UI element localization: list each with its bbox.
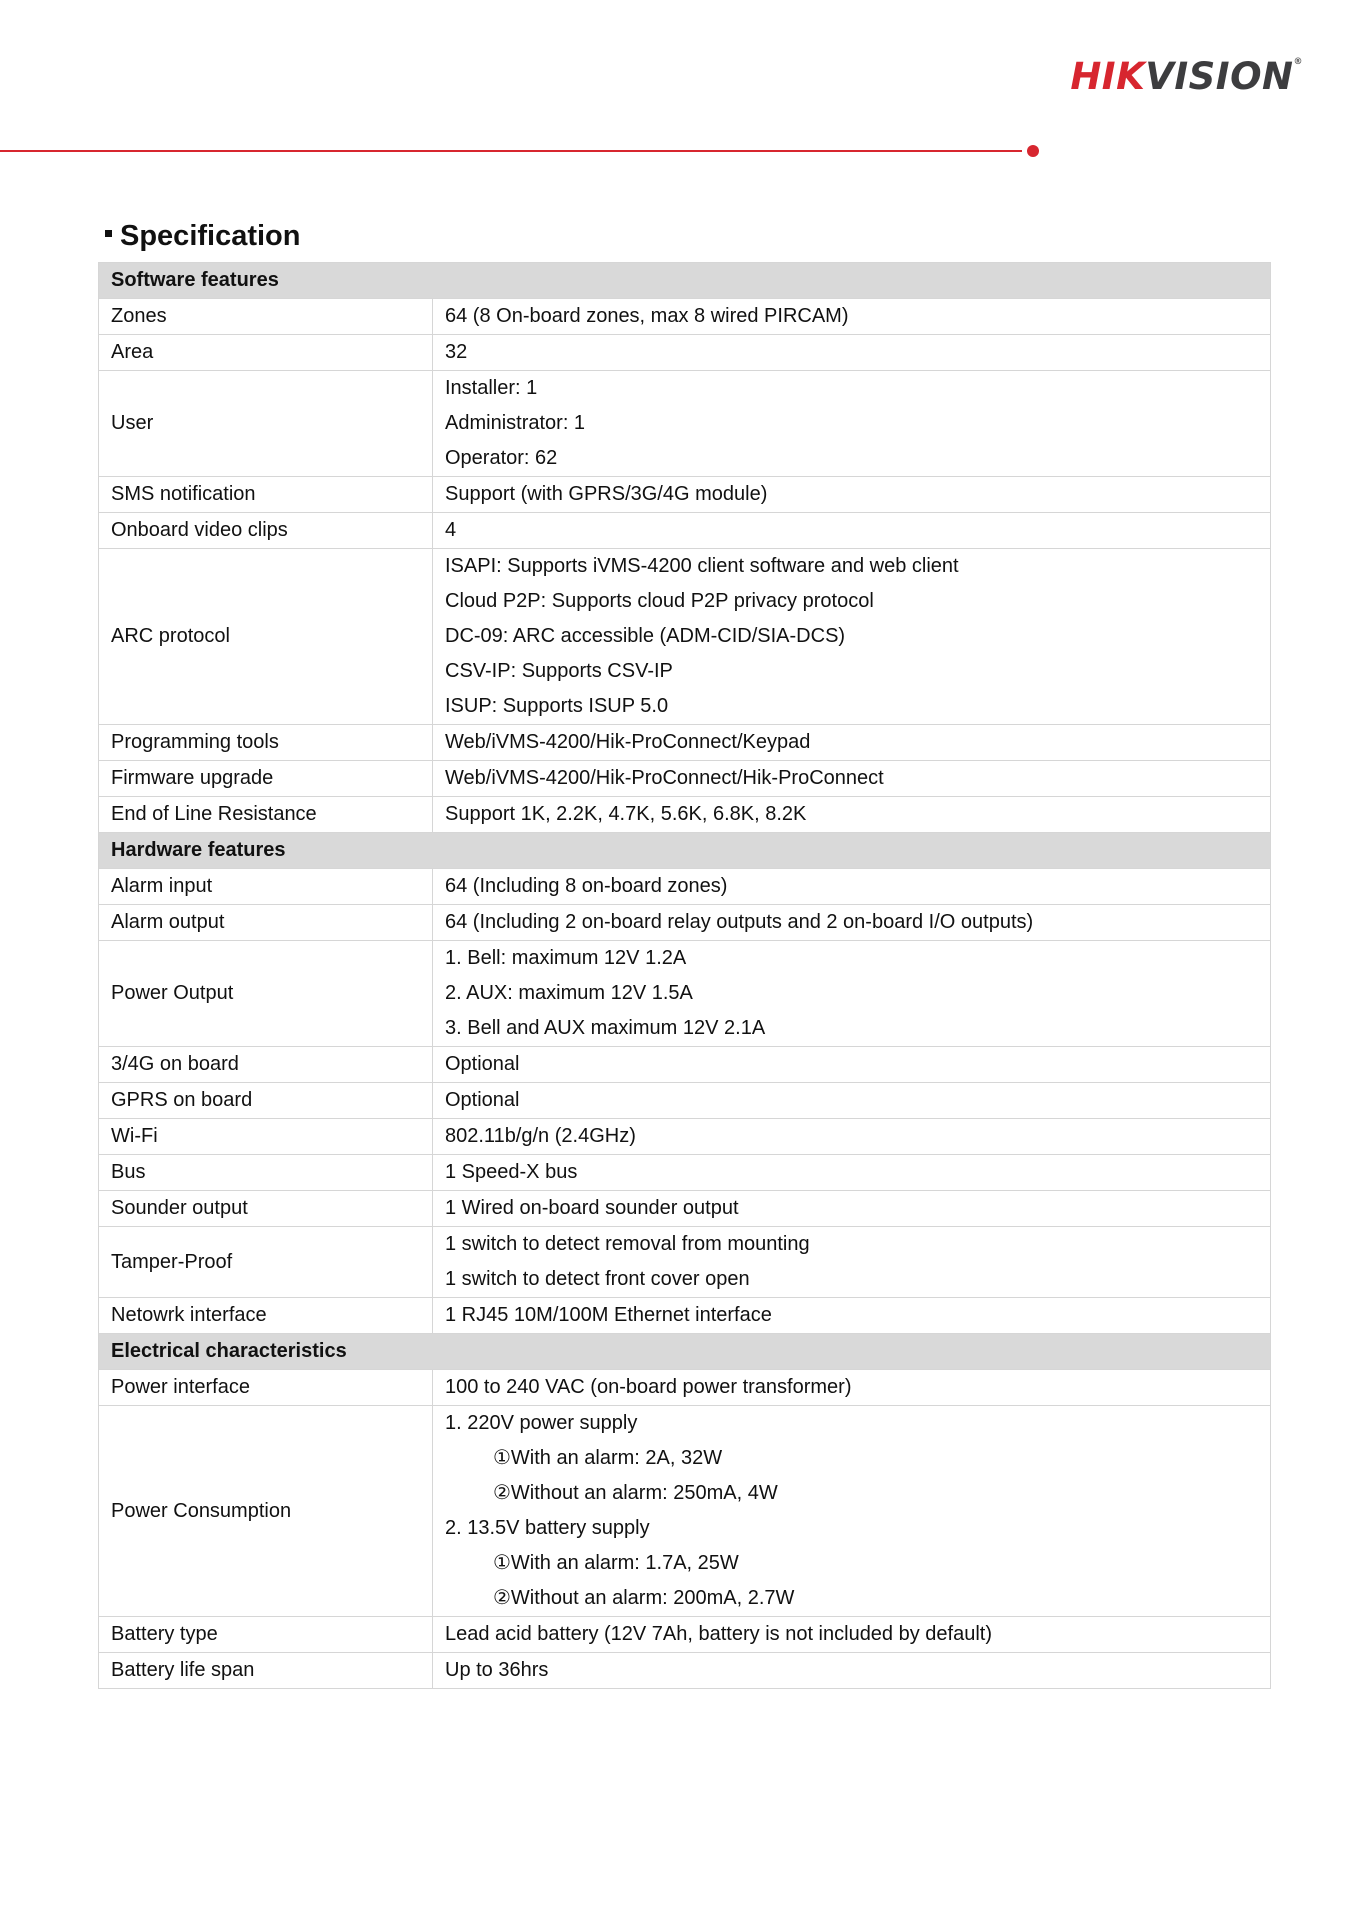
table-row — [99, 477, 1271, 513]
group-header: Hardware features — [99, 833, 1271, 869]
table-row — [99, 725, 1271, 761]
spec-value-line: 64 (Including 2 on-board relay outputs and 2 on-board I/O outputs) — [445, 911, 1034, 933]
spec-value-line: Operator: 62 — [445, 447, 558, 469]
spec-label: Bus — [99, 1155, 433, 1191]
hikvision-logo — [1070, 55, 1303, 98]
spec-label: Sounder output — [99, 1191, 433, 1227]
spec-value — [433, 869, 1271, 905]
spec-value-line: Web/iVMS-4200/Hik-ProConnect/Keypad — [445, 731, 811, 753]
spec-value — [433, 941, 1271, 1047]
spec-value-line: ISAPI: Supports iVMS-4200 client software and web client — [445, 555, 959, 577]
spec-label: Power interface — [99, 1370, 433, 1406]
section-title-text: Specification — [120, 220, 301, 252]
spec-value — [433, 1370, 1271, 1406]
spec-value — [433, 477, 1271, 513]
table-row — [99, 1191, 1271, 1227]
table-row — [99, 1119, 1271, 1155]
spec-value-line: 1. Bell: maximum 12V 1.2A — [445, 947, 687, 969]
table-row — [99, 1083, 1271, 1119]
header-rule — [0, 150, 1022, 152]
spec-value-line: Lead acid battery (12V 7Ah, battery is not included by default) — [445, 1623, 993, 1645]
spec-value-line: Administrator: 1 — [445, 412, 586, 434]
spec-label: Tamper-Proof — [99, 1227, 433, 1298]
spec-label: 3/4G on board — [99, 1047, 433, 1083]
spec-value-line: 1 Wired on-board sounder output — [445, 1197, 739, 1219]
table-row — [99, 371, 1271, 477]
spec-value — [433, 1191, 1271, 1227]
spec-value — [433, 335, 1271, 371]
spec-value-line: Up to 36hrs — [445, 1659, 549, 1681]
spec-label: Alarm output — [99, 905, 433, 941]
header-rule-dot — [1027, 145, 1039, 157]
spec-label: Wi-Fi — [99, 1119, 433, 1155]
table-row — [99, 1047, 1271, 1083]
group-header-row — [99, 263, 1271, 299]
spec-label: Battery life span — [99, 1653, 433, 1689]
spec-value-line: ①With an alarm: 1.7A, 25W — [493, 1552, 739, 1574]
group-header: Electrical characteristics — [99, 1334, 1271, 1370]
spec-value-line: 3. Bell and AUX maximum 12V 2.1A — [445, 1017, 766, 1039]
specification-table — [98, 262, 1271, 1689]
trademark-mark: ® — [1293, 57, 1303, 67]
table-row — [99, 761, 1271, 797]
spec-value — [433, 1119, 1271, 1155]
spec-value-line: Optional — [445, 1053, 520, 1075]
spec-label: Battery type — [99, 1617, 433, 1653]
spec-value-line: 100 to 240 VAC (on-board power transformer) — [445, 1376, 852, 1398]
spec-value-line: 32 — [445, 341, 468, 363]
spec-value-line: Support 1K, 2.2K, 4.7K, 5.6K, 6.8K, 8.2K — [445, 803, 807, 825]
spec-label: End of Line Resistance — [99, 797, 433, 833]
spec-label: Netowrk interface — [99, 1298, 433, 1334]
spec-label: Zones — [99, 299, 433, 335]
spec-value-line: 1 switch to detect front cover open — [445, 1268, 750, 1290]
spec-label: Alarm input — [99, 869, 433, 905]
spec-value-line: ISUP: Supports ISUP 5.0 — [445, 695, 669, 717]
spec-value-line: 1. 220V power supply — [445, 1412, 638, 1434]
table-row — [99, 941, 1271, 1047]
spec-value-line: 64 (8 On-board zones, max 8 wired PIRCAM) — [445, 305, 849, 327]
spec-value-line: CSV-IP: Supports CSV-IP — [445, 660, 673, 682]
section-title — [105, 222, 301, 251]
spec-value — [433, 1047, 1271, 1083]
spec-label: Area — [99, 335, 433, 371]
spec-label: SMS notification — [99, 477, 433, 513]
spec-value-line: Web/iVMS-4200/Hik-ProConnect/Hik-ProConnect — [445, 767, 884, 789]
table-row — [99, 1617, 1271, 1653]
table-row — [99, 549, 1271, 725]
spec-value-line: DC-09: ARC accessible (ADM-CID/SIA-DCS) — [445, 625, 846, 647]
spec-value-line: Installer: 1 — [445, 377, 538, 399]
spec-value-line: ②Without an alarm: 250mA, 4W — [493, 1482, 778, 1504]
spec-value — [433, 1155, 1271, 1191]
table-row — [99, 797, 1271, 833]
spec-value — [433, 1617, 1271, 1653]
logo-hik: HIK — [1070, 55, 1146, 98]
spec-value — [433, 725, 1271, 761]
spec-label: Onboard video clips — [99, 513, 433, 549]
spec-value — [433, 371, 1271, 477]
logo-vision: VISION — [1145, 55, 1294, 98]
spec-value-line: Support (with GPRS/3G/4G module) — [445, 483, 768, 505]
spec-label: ARC protocol — [99, 549, 433, 725]
spec-value — [433, 1227, 1271, 1298]
table-row — [99, 1298, 1271, 1334]
table-row — [99, 299, 1271, 335]
spec-value — [433, 1298, 1271, 1334]
spec-value — [433, 905, 1271, 941]
spec-value-line: 4 — [445, 519, 457, 541]
table-row — [99, 869, 1271, 905]
spec-value-line: 1 RJ45 10M/100M Ethernet interface — [445, 1304, 772, 1326]
spec-value-line: 1 Speed-X bus — [445, 1161, 578, 1183]
table-row — [99, 1155, 1271, 1191]
table-row — [99, 1370, 1271, 1406]
spec-value — [433, 549, 1271, 725]
spec-value — [433, 1653, 1271, 1689]
spec-value-line: Cloud P2P: Supports cloud P2P privacy protocol — [445, 590, 874, 612]
spec-value-line: 1 switch to detect removal from mounting — [445, 1233, 810, 1255]
spec-value — [433, 299, 1271, 335]
table-row — [99, 513, 1271, 549]
spec-value — [433, 761, 1271, 797]
spec-label: Programming tools — [99, 725, 433, 761]
spec-value-line: 802.11b/g/n (2.4GHz) — [445, 1125, 636, 1147]
specification-table-body — [99, 263, 1271, 1689]
spec-label: GPRS on board — [99, 1083, 433, 1119]
spec-value — [433, 1083, 1271, 1119]
spec-value — [433, 513, 1271, 549]
spec-value — [433, 797, 1271, 833]
spec-label: Firmware upgrade — [99, 761, 433, 797]
spec-label: User — [99, 371, 433, 477]
spec-value-line: 2. 13.5V battery supply — [445, 1517, 650, 1539]
group-header-row — [99, 833, 1271, 869]
spec-value-line: ②Without an alarm: 200mA, 2.7W — [493, 1587, 795, 1609]
table-row — [99, 1406, 1271, 1617]
spec-label: Power Output — [99, 941, 433, 1047]
spec-value-line: 2. AUX: maximum 12V 1.5A — [445, 982, 693, 1004]
spec-label: Power Consumption — [99, 1406, 433, 1617]
group-header: Software features — [99, 263, 1271, 299]
spec-value-line: ①With an alarm: 2A, 32W — [493, 1447, 723, 1469]
table-row — [99, 905, 1271, 941]
spec-value-line: 64 (Including 8 on-board zones) — [445, 875, 728, 897]
table-row — [99, 335, 1271, 371]
group-header-row — [99, 1334, 1271, 1370]
spec-value — [433, 1406, 1271, 1617]
table-row — [99, 1653, 1271, 1689]
square-bullet-icon — [105, 230, 112, 237]
table-row — [99, 1227, 1271, 1298]
spec-value-line: Optional — [445, 1089, 520, 1111]
